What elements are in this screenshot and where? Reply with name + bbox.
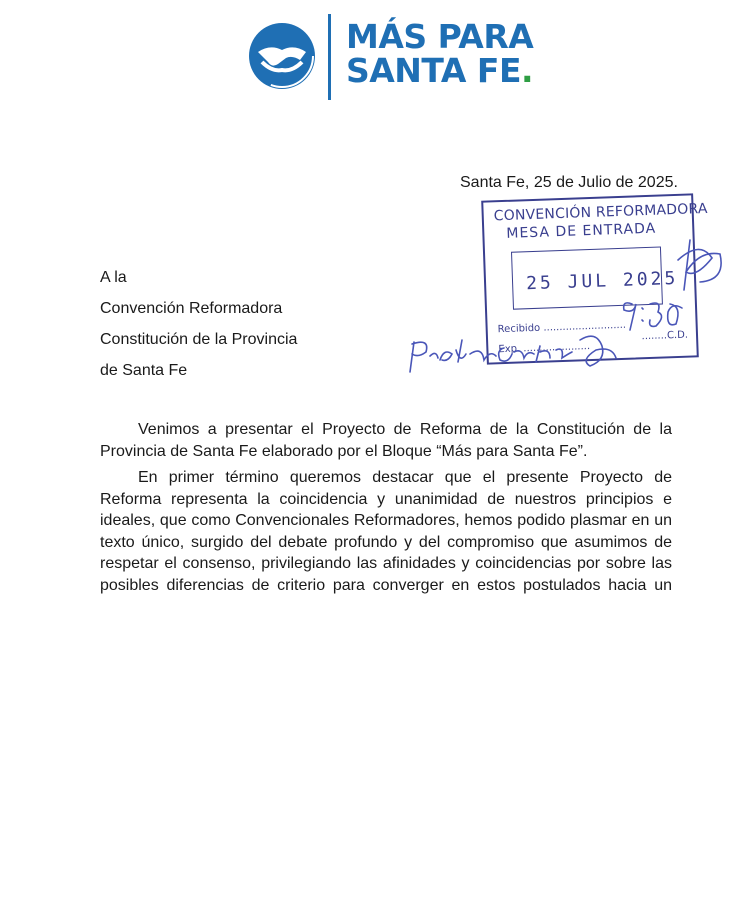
brand-wordmark xyxy=(346,17,534,90)
brand-dot: . xyxy=(521,51,534,90)
stamp-subtitle: MESA DE ENTRADA xyxy=(506,220,657,242)
stamp-exp: Exp. ..................... xyxy=(498,341,591,356)
blank-area xyxy=(0,600,750,923)
handshake-icon xyxy=(248,22,316,90)
body-paragraph: Venimos a presentar el Proyecto de Reforma de la Constitución de la Provincia de Santa Fe elaborado por el Bloque “Más para Santa Fe”. xyxy=(100,421,672,460)
logo-divider xyxy=(328,14,331,100)
recipient-line: Convención Reformadora xyxy=(100,300,283,317)
stamp-title: CONVENCIÓN REFORMADORA xyxy=(493,200,708,225)
brand-line-2: SANTA FE xyxy=(346,51,521,90)
recipient-line: de Santa Fe xyxy=(100,362,188,379)
stamp-recibido: Recibido .......................... xyxy=(497,319,627,336)
recipient-line: A la xyxy=(100,269,127,286)
brand-line-1: MÁS PARA xyxy=(346,17,534,56)
handwritten-signature xyxy=(400,220,740,390)
letterhead-logo xyxy=(248,12,538,102)
date-line: Santa Fe, 25 de Julio de 2025. xyxy=(460,174,678,191)
body-paragraph: En primer término queremos destacar que el presente Proyecto de Reforma representa la coincidencia y unanimidad de nuestros principios e ideales, que como Convencionales Reformadores, hemos podido plasmar en un texto único, surgido del debate profundo y del compromiso que asumimos de respetar el consenso, privilegiando las afinidades y coincidencias por sobre las posibles diferencias de criterio para converger en estos postulados hacia un xyxy=(100,469,672,594)
stamp-date: 25 JUL 2025 xyxy=(525,267,679,295)
recipient-line: Constitución de la Provincia xyxy=(100,331,298,348)
recipient-block xyxy=(100,262,297,386)
stamp-cd: ........C.D. xyxy=(641,329,689,343)
